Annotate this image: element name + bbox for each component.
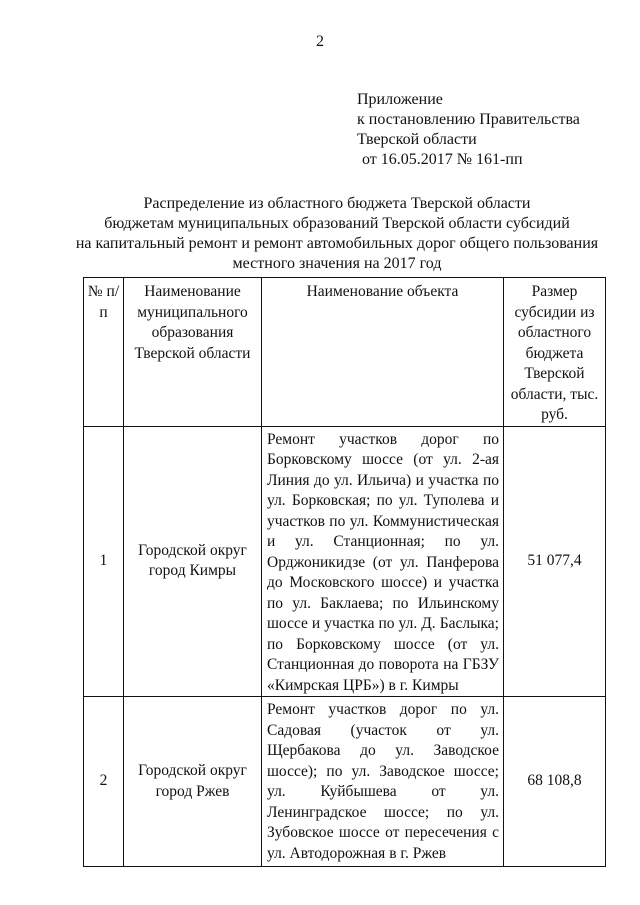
table-row [84,697,606,867]
appendix-line-3: Тверской области [357,131,477,148]
title-line-1: Распределение из областного бюджета Тверской области [143,195,531,212]
row-num: 1 [84,426,124,697]
row-num: 2 [84,697,124,867]
row-amount: 51 077,4 [504,426,606,697]
document-title [40,194,634,274]
row-object: Ремонт участков дорог по Борковскому шоссе (от ул. 2-ая Линия до ул. Ильича) и участка по ул. Борковская; по ул. Туполева и участков по ул. Коммунистическая и ул. Станционная; по ул. Орджоникидзе (от ул. Панферова до Московского шоссе) и участка по ул. Баклаева; по Ильинскому шоссе и участка по ул. Д. Баслыка; по Борковскому шоссе (от ул. Станционная до поворота на ГБЗУ «Кимрская ЦРБ») в г. Кимры [262,426,504,697]
appendix-line-2: к постановлению Правительства [357,111,580,128]
header-num: № п/п [84,278,124,427]
appendix-line-4: от 16.05.2017 № 161-пп [362,151,523,168]
title-line-4: местного значения на 2017 год [232,255,442,272]
page-number: 2 [316,33,324,50]
row-amount: 68 108,8 [504,697,606,867]
appendix-block [357,90,580,170]
header-municipality: Наименование муниципального образования Тверской области [124,278,262,427]
header-object: Наименование объекта [262,278,504,427]
table-row [84,426,606,697]
row-object: Ремонт участков дорог по ул. Садовая (участок от ул. Щербакова до ул. Заводское шоссе); по ул. Заводское шоссе; ул. Куйбышева от ул. Ленинградское шоссе; по ул. Зубовское шоссе от пересечения с ул. Автодорожная в г. Ржев [262,697,504,867]
title-line-3: на капитальный ремонт и ремонт автомобильных дорог общего пользования [75,235,599,252]
row-municipality: Городской округ город Кимры [124,426,262,697]
row-municipality: Городской округ город Ржев [124,697,262,867]
title-line-2: бюджетам муниципальных образований Тверской области субсидий [104,215,570,232]
header-amount: Размер субсидии из областного бюджета Тверской области, тыс. руб. [504,278,606,427]
appendix-line-1: Приложение [357,91,443,108]
subsidy-table [83,277,606,867]
